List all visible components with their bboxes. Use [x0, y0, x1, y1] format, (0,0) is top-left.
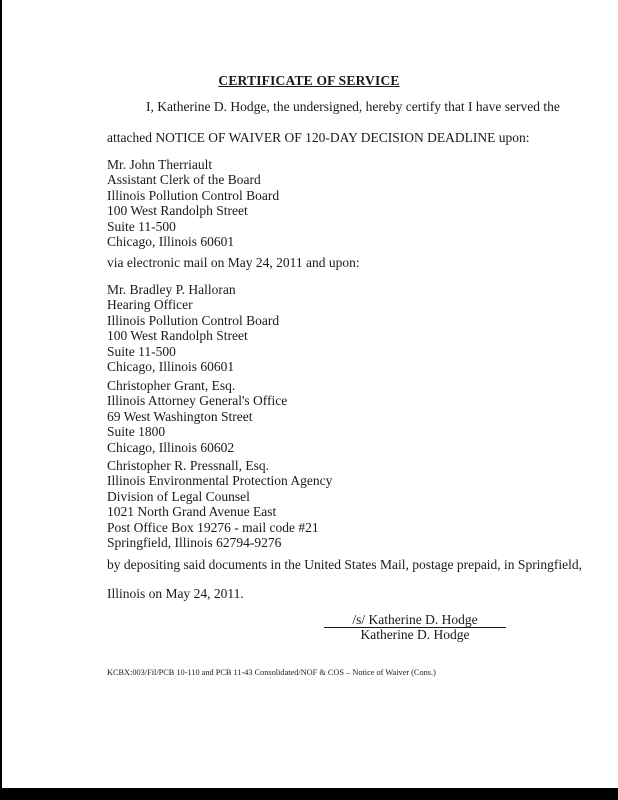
service-note: via electronic mail on May 24, 2011 and upon: [107, 255, 360, 270]
address-line: Mr. Bradley P. Halloran [107, 282, 236, 297]
address-line: Illinois Pollution Control Board [107, 187, 280, 203]
recipient-block-therriault [107, 157, 279, 249]
intro-line-2: attached NOTICE OF WAIVER OF 120-DAY DECISION DEADLINE upon: [107, 130, 530, 145]
signer-name: Katherine D. Hodge [360, 627, 470, 642]
address-line: Suite 11-500 [107, 343, 176, 359]
address-line: 69 West Washington Street [107, 408, 253, 424]
address-line: Mr. John Therriault [107, 157, 213, 172]
address-line: Suite 1800 [107, 424, 166, 440]
electronic-signature: /s/ Katherine D. Hodge [324, 613, 506, 628]
address-line: 100 West Randolph Street [107, 328, 248, 344]
closing-line-1: by depositing said documents in the United States Mail, postage prepaid, in Springfield, [107, 557, 583, 572]
document-title: CERTIFICATE OF SERVICE [218, 73, 400, 88]
address-line: Assistant Clerk of the Board [107, 172, 261, 188]
recipient-block-pressnall [107, 458, 332, 550]
address-line: Hearing Officer [107, 297, 193, 313]
address-line: Christopher R. Pressnall, Esq. [107, 458, 269, 473]
address-line: 1021 North Grand Avenue East [107, 504, 277, 520]
address-line: Division of Legal Counsel [107, 488, 250, 504]
closing-line-2: Illinois on May 24, 2011. [107, 586, 244, 601]
address-line: Suite 11-500 [107, 218, 176, 234]
address-line: Christopher Grant, Esq. [107, 378, 236, 393]
recipient-block-halloran [107, 282, 279, 374]
bottom-edge-rule [0, 788, 618, 800]
address-line: Illinois Environmental Protection Agency [107, 473, 333, 489]
address-line: Chicago, Illinois 60602 [107, 439, 235, 455]
recipient-block-grant [107, 378, 287, 455]
intro-line-1: I, Katherine D. Hodge, the undersigned, hereby certify that I have served the [146, 99, 560, 114]
address-line: Chicago, Illinois 60601 [107, 359, 235, 375]
address-line: Illinois Pollution Control Board [107, 312, 280, 328]
address-line: Chicago, Illinois 60601 [107, 234, 235, 250]
address-line: Post Office Box 19276 - mail code #21 [107, 519, 319, 535]
address-line: Illinois Attorney General's Office [107, 393, 288, 409]
address-line: 100 West Randolph Street [107, 203, 248, 219]
document-footer: KCBX:003/Fil/PCB 10-110 and PCB 11-43 Consolidated/NOF & COS – Notice of Waiver (Cons.) [107, 668, 436, 677]
address-line: Springfield, Illinois 62794-9276 [107, 535, 282, 551]
